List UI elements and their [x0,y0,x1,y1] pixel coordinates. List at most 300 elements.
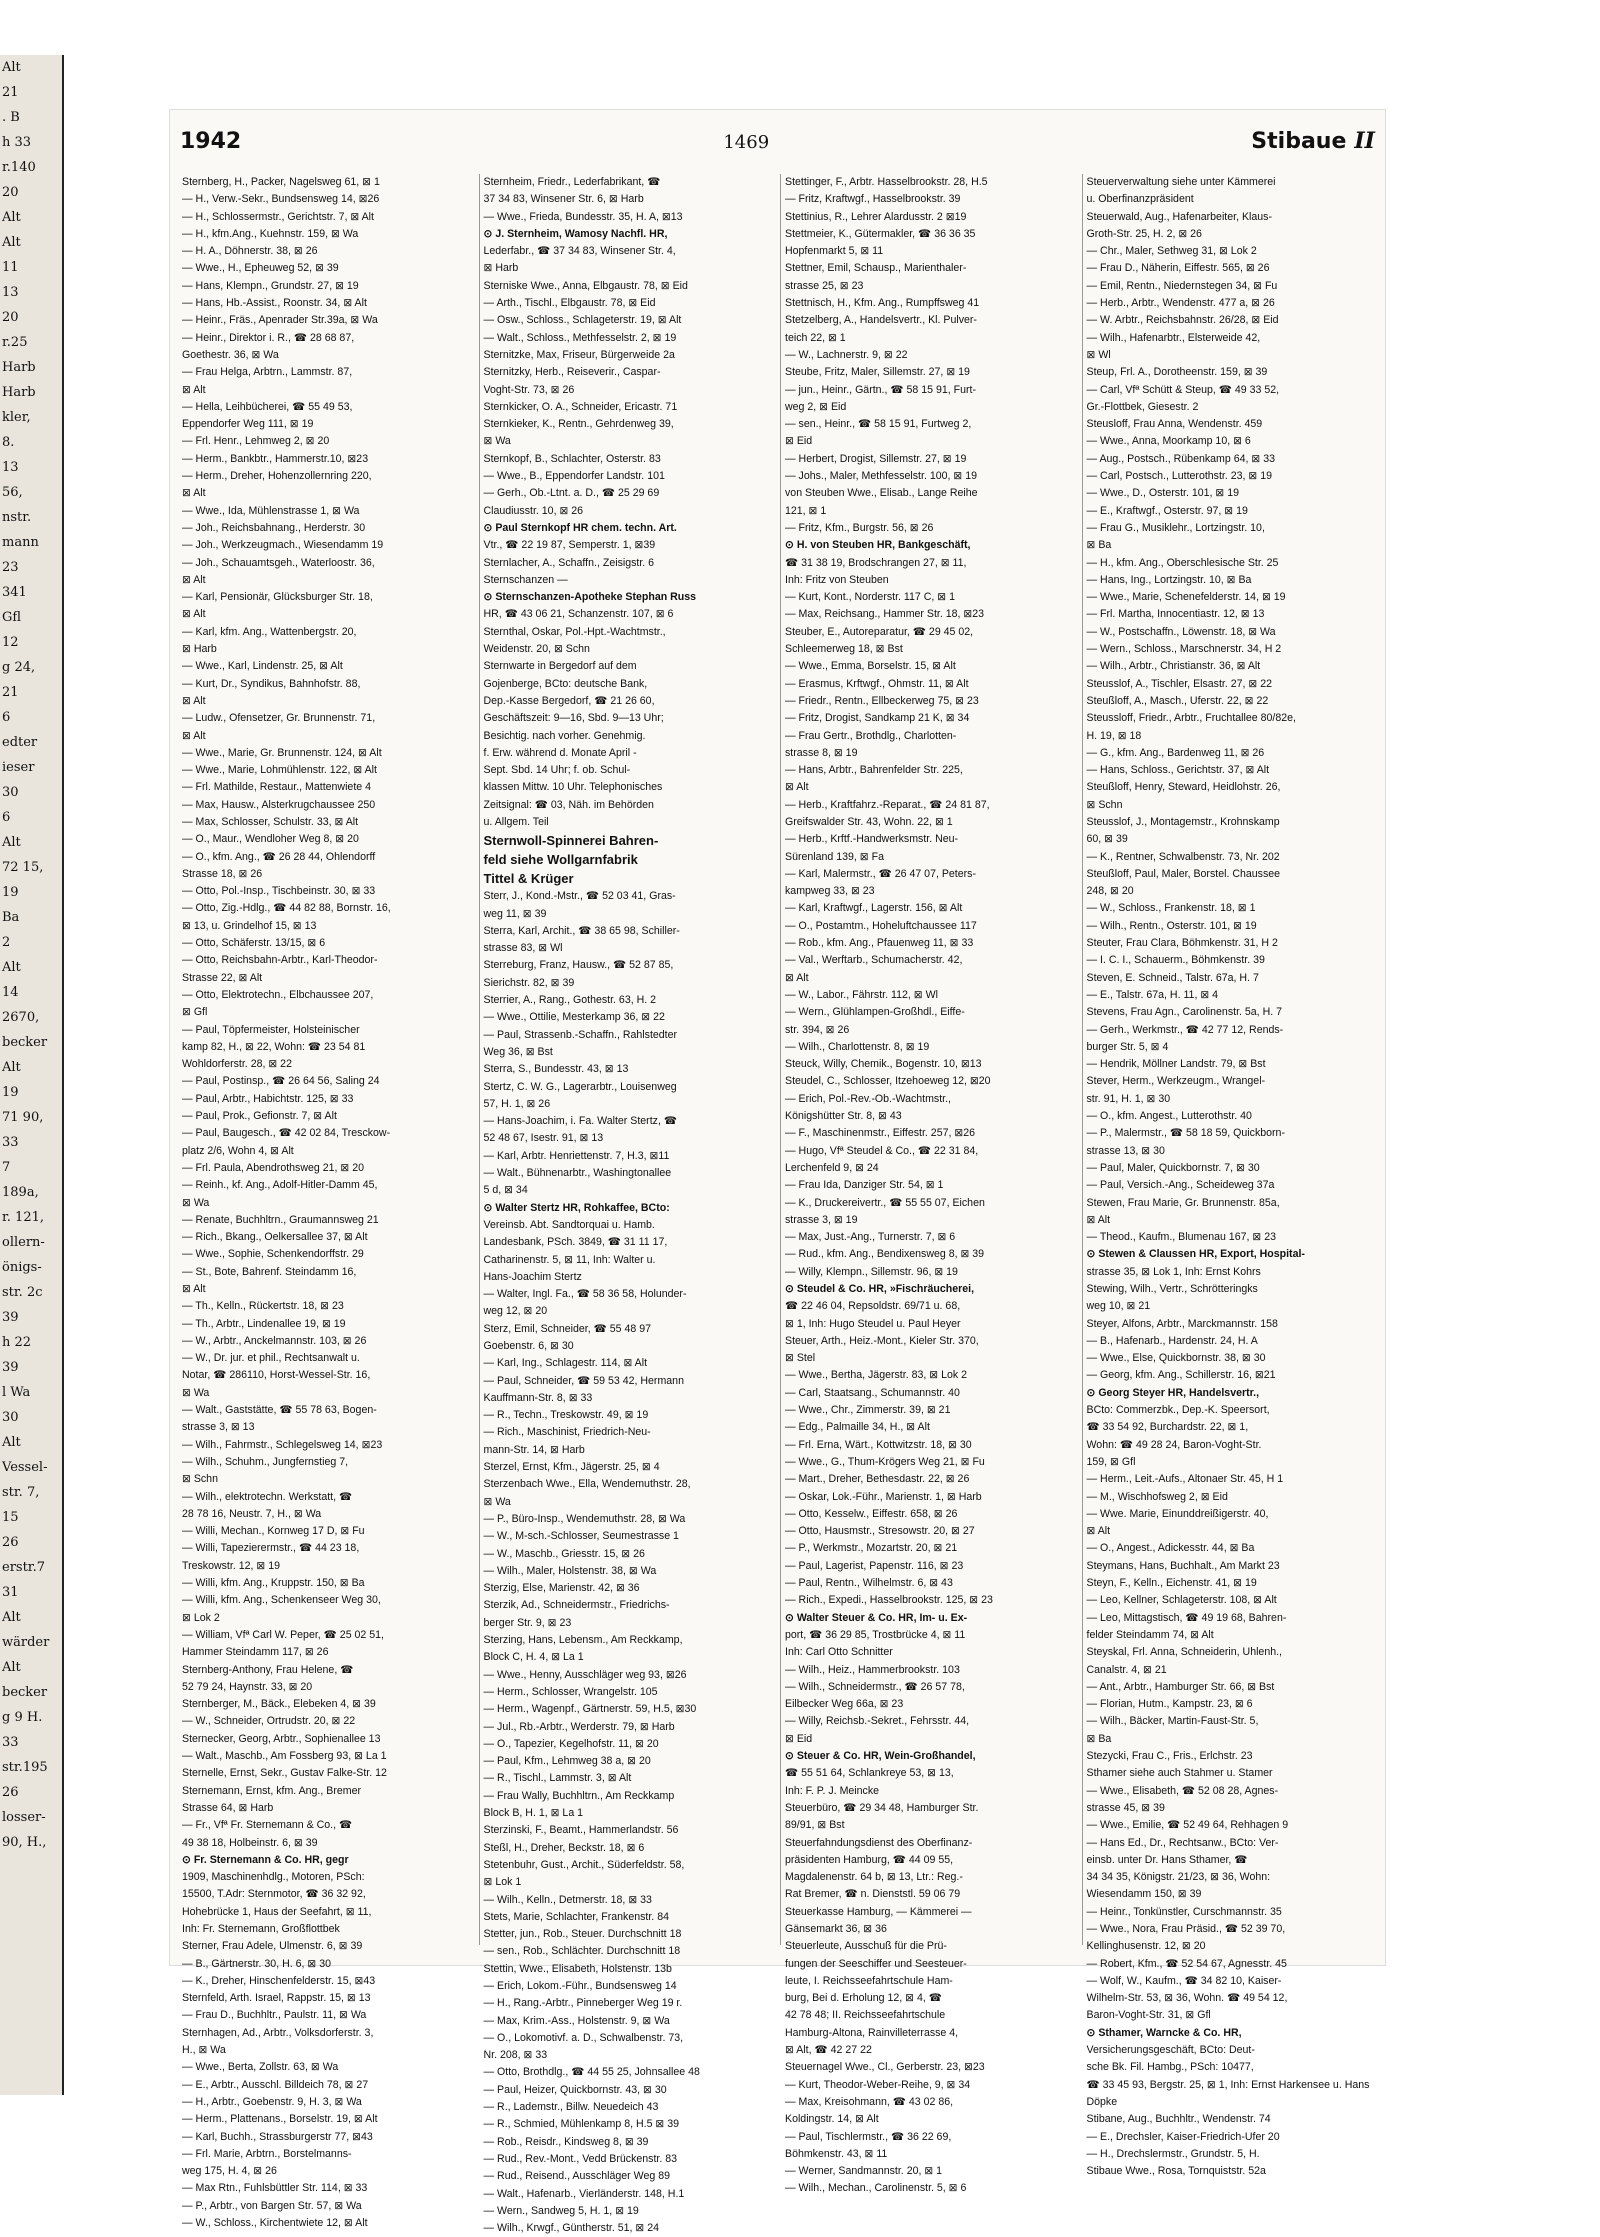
directory-entry: — Max, Schlosser, Schulstr. 33, ⊠ Alt [182,815,359,828]
directory-entry: — Gerh., Ob.-Ltnt. a. D., ☎ 25 29 69 [483,487,660,500]
directory-entry: — Rud., kfm. Ang., Bendixensweg 8, ⊠ 39 [785,1248,985,1261]
previous-page-fragment: 13 [2,460,19,475]
previous-page-edge [0,55,64,2095]
directory-entry: mann-Str. 14, ⊠ Harb [483,1443,585,1456]
directory-entry: Stezycki, Frau C., Fris., Erlchstr. 23 [1086,1750,1253,1763]
directory-entry: — Wilh., Schneidermstr., ☎ 26 57 78, [785,1680,965,1693]
directory-entry: 159, ⊠ Gfl [1086,1455,1136,1468]
previous-page-fragment: Alt [2,835,21,850]
directory-entry: ⊠ Alt [1086,1213,1111,1226]
directory-entry: — Walt., Schloss., Methfesselstr. 2, ⊠ 19 [483,331,677,344]
directory-entry: Steyskal, Frl. Anna, Schneiderin, Uhlenh., [1086,1646,1282,1659]
directory-entry: Stettnisch, H., Kfm. Ang., Rumpffsweg 41 [785,297,980,310]
directory-entry: — Frl. Mathilde, Restaur., Mattenwiete 4 [182,781,371,794]
directory-entry: — Rob., Reisdr., Kindsweg 8, ⊠ 39 [483,2135,649,2148]
previous-page-fragment: 19 [2,885,19,900]
directory-entry: — Wwe., Bertha, Jägerstr. 83, ⊠ Lok 2 [785,1369,967,1382]
directory-entry: — Edg., Palmaille 34, H., ⊠ Alt [785,1421,930,1434]
directory-entry: HR, ☎ 43 06 21, Schanzenstr. 107, ⊠ 6 [483,608,674,621]
directory-entry: — Rud., Rev.-Mont., Vedd Brückenstr. 83 [483,2152,678,2165]
previous-page-fragment: Alt [2,1060,21,1075]
previous-page-fragment: str.195 [2,1760,48,1775]
directory-entry: Stetter, jun., Rob., Steuer. Durchschnitt 18 [483,1928,682,1941]
previous-page-fragment: 21 [2,685,19,700]
directory-entry: Hamburg-Altona, Rainvilleterrasse 4, [785,2026,959,2039]
directory-entry: ⊙ Steudel & Co. HR, »Fischräucherei, [785,1283,975,1295]
directory-entry: — Karl, Buchh., Strassburgerstr 77, ⊠43 [182,2130,373,2143]
directory-entry: — Carl, Postsch., Lutterothstr. 23, ⊠ 19 [1086,470,1273,483]
previous-page-fragment: Harb [2,360,36,375]
directory-entry: — G., kfm. Ang., Bardenweg 11, ⊠ 26 [1086,746,1265,759]
directory-entry: ⊠ Schn [182,1473,218,1486]
directory-entry: — Leo, Mittagstisch, ☎ 49 19 68, Bahren- [1086,1611,1287,1624]
directory-entry: platz 2/6, Wohn 4, ⊠ Alt [182,1144,294,1157]
directory-entry: — Hans, Hb.-Assist., Roonstr. 34, ⊠ Alt [182,297,367,310]
directory-entry: Goethestr. 36, ⊠ Wa [182,348,279,361]
previous-page-fragment: Alt [2,1435,21,1450]
directory-entry: — O., Maur., Wendloher Weg 8, ⊠ 20 [182,833,359,846]
directory-entry: Lerchenfeld 9, ⊠ 24 [785,1161,879,1174]
directory-entry: Sterniske Wwe., Anna, Elbgaustr. 78, ⊠ Eid [483,279,688,292]
directory-entry: Sternhagen, Ad., Arbtr., Volksdorferstr. 3, [182,2026,374,2039]
directory-columns [178,174,1377,2235]
directory-entry: Gänsemarkt 36, ⊠ 36 [785,1922,887,1935]
directory-entry: Sierichstr. 82, ⊠ 39 [483,976,575,989]
directory-entry: weg 175, H. 4, ⊠ 26 [182,2165,277,2178]
directory-entry: — Otto, Hausmstr., Stresowstr. 20, ⊠ 27 [785,1525,975,1538]
directory-entry: weg 2, ⊠ Eid [785,400,847,413]
directory-entry: — O., kfm. Angest., Lutterothstr. 40 [1086,1110,1252,1123]
previous-page-fragment: h 33 [2,135,32,150]
directory-entry: — K., Rentner, Schwalbenstr. 73, Nr. 202 [1086,850,1280,863]
previous-page-fragment: 30 [2,1410,19,1425]
directory-entry: — Paul, Baugesch., ☎ 42 02 84, Tresckow- [182,1127,391,1140]
directory-entry: — Wilh., Bäcker, Martin-Faust-Str. 5, [1086,1715,1259,1728]
previous-page-fragment: losser- [2,1810,46,1825]
directory-entry: Wiesendamm 150, ⊠ 39 [1086,1888,1202,1901]
directory-entry: — O., Postamtm., Hoheluftchaussee 117 [785,919,977,932]
directory-entry: 28 78 16, Neustr. 7, H., ⊠ Wa [182,1507,322,1520]
directory-entry: — Leo, Kellner, Schlageterstr. 108, ⊠ Alt [1086,1594,1277,1607]
directory-entry: — Johs., Maler, Methfesselstr. 100, ⊠ 19 [785,470,977,483]
directory-entry: u. Allgem. Teil [483,815,549,828]
directory-entry: — Kurt, Dr., Syndikus, Bahnhofstr. 88, [182,677,361,690]
previous-page-fragment: Ba [2,910,20,925]
directory-entry: — Wern., Schloss., Marschnerstr. 34, H 2 [1086,643,1282,656]
directory-entry: Wohn: ☎ 49 28 24, Baron-Voght-Str. [1086,1438,1262,1451]
directory-entry: Sterzing, Hans, Lebensm., Am Reckkamp, [483,1634,683,1647]
running-head [1251,128,1375,154]
directory-entry: Eppendorfer Weg 111, ⊠ 19 [182,418,314,431]
directory-entry: — Herb., Krftf.-Handwerksmstr. Neu- [785,833,959,846]
directory-entry: ⊠ Eid [785,1732,813,1745]
previous-page-fragment: 341 [2,585,27,600]
directory-entry: — W., Lachnerstr. 9, ⊠ 22 [785,348,908,361]
directory-entry: — W., Postschaffn., Löwenstr. 18, ⊠ Wa [1086,625,1276,638]
directory-entry: ⊙ Walter Steuer & Co. HR, Im- u. Ex- [785,1611,968,1624]
directory-entry: ⊙ Walter Stertz HR, Rohkaffee, BCto: [483,1201,670,1214]
directory-entry: — Wern., Sandweg 5, H. 1, ⊠ 19 [483,2204,639,2217]
directory-entry: ⊠ Ba [1086,1732,1112,1745]
directory-entry: ⊠ Alt [1086,1525,1111,1538]
directory-entry: Steußloff, A., Masch., Uferstr. 22, ⊠ 22 [1086,694,1269,707]
directory-entry: Stettmeier, K., Gütermakler, ☎ 36 36 35 [785,227,976,240]
previous-page-fragment: erstr.7 [2,1560,45,1575]
directory-entry: — Wwe., Ottilie, Mesterkamp 36, ⊠ 22 [483,1011,665,1024]
previous-page-fragment: 26 [2,1785,19,1800]
directory-entry: strasse 35, ⊠ Lok 1, Inh: Ernst Kohrs [1086,1265,1261,1278]
directory-entry: ⊠ Ba [1086,539,1112,552]
directory-entry: Voght-Str. 73, ⊠ 26 [483,383,575,396]
directory-entry: Canalstr. 4, ⊠ 21 [1086,1663,1167,1676]
previous-page-fragment: 21 [2,85,19,100]
directory-entry: Döpke [1086,2095,1118,2108]
directory-entry: Sternwarte in Bergedorf auf dem [483,660,637,673]
previous-page-fragment: 33 [2,1135,19,1150]
directory-entry: Wilhelm-Str. 53, ⊠ 36, Wohn. ☎ 49 54 12, [1086,1992,1288,2005]
directory-entry: ⊠ Lok 2 [182,1611,220,1624]
directory-entry: Sternkicker, O. A., Schneider, Ericastr. 71 [483,400,678,413]
directory-entry: — Paul, Prok., Gefionstr. 7, ⊠ Alt [182,1110,337,1123]
directory-entry: — Hans-Joachim, i. Fa. Walter Stertz, ☎ [483,1115,678,1128]
directory-entry: — H., Drechslermstr., Grundstr. 5, H. [1086,2147,1260,2160]
directory-entry: ⊙ Georg Steyer HR, Handelsvertr., [1086,1386,1260,1399]
directory-entry: — Paul, Heizer, Quickbornstr. 43, ⊠ 30 [483,2083,667,2096]
directory-entry: — Georg, kfm. Ang., Schillerstr. 16, ⊠21 [1086,1369,1276,1382]
directory-entry: — P., Malermstr., ☎ 58 18 59, Quickborn- [1086,1127,1285,1140]
directory-entry: — Karl, Kraftwgf., Lagerstr. 156, ⊠ Alt [785,902,963,915]
directory-entry: — Paul, Rentn., Wilhelmstr. 6, ⊠ 43 [785,1577,953,1590]
previous-page-fragment: g 24, [2,660,36,675]
directory-entry: — K., Dreher, Hinschenfelderstr. 15, ⊠43 [182,1974,376,1987]
page-number: 1469 [723,132,770,153]
directory-entry: — Frl. Marie, Arbtrn., Borstelmanns- [182,2147,352,2160]
directory-entry: — Otto, Elektrotechn., Elbchaussee 207, [182,988,374,1001]
directory-entry: Stets, Marie, Schlachter, Frankenstr. 84 [483,1910,669,1923]
directory-entry: ⊠ Wa [483,435,511,448]
column-1 [178,174,473,2230]
directory-entry: — Herbert, Drogist, Sillemstr. 27, ⊠ 19 [785,452,967,465]
directory-entry: Eilbecker Weg 66a, ⊠ 23 [785,1698,904,1711]
directory-entry: 60, ⊠ 39 [1086,833,1128,846]
directory-entry: — Paul, Lagerist, Papenstr. 116, ⊠ 23 [785,1559,964,1572]
directory-entry: H. 19, ⊠ 18 [1086,729,1142,742]
directory-entry: weg 12, ⊠ 20 [483,1305,548,1318]
directory-entry: — Herb., Arbtr., Wendenstr. 477 a, ⊠ 26 [1086,297,1275,310]
directory-entry: — Wilh., Krwgf., Güntherstr. 51, ⊠ 24 [483,2222,659,2235]
previous-page-fragment: Alt [2,235,21,250]
directory-entry: Treskowstr. 12, ⊠ 19 [182,1559,280,1572]
directory-entry: Stettner, Emil, Schausp., Marienthaler- [785,262,967,275]
directory-entry: — Max, Kreisohmann, ☎ 43 02 86, [785,2095,954,2108]
directory-entry: — Hella, Leihbücherei, ☎ 55 49 53, [182,400,353,413]
directory-entry: Steube, Fritz, Maler, Sillemstr. 27, ⊠ 19 [785,366,970,379]
directory-entry: Steyn, F., Kelln., Eichenstr. 41, ⊠ 19 [1086,1577,1257,1590]
previous-page-fragment: 33 [2,1735,19,1750]
previous-page-fragment: 11 [2,260,19,275]
directory-entry: Steuerbüro, ☎ 29 34 48, Hamburger Str. [785,1801,979,1814]
directory-entry: — W., Schloss., Frankenstr. 18, ⊠ 1 [1086,902,1256,915]
directory-entry: — Walt., Bühnenarbtr., Washingtonallee [483,1167,672,1180]
directory-entry: — Wwe., G., Thum-Krögers Weg 21, ⊠ Fu [785,1455,985,1468]
directory-entry: Hohebrücke 1, Haus der Seefahrt, ⊠ 11, [182,1905,372,1918]
directory-entry: Stettin, Wwe., Elisabeth, Holstenstr. 13b [483,1962,672,1975]
directory-entry: ⊙ J. Sternheim, Wamosy Nachfl. HR, [483,227,668,240]
directory-entry: ⊠ Alt [182,729,206,742]
directory-entry: Rat Bremer, ☎ n. Dienststl. 59 06 79 [785,1888,961,1901]
directory-entry: — R., Techn., Treskowstr. 49, ⊠ 19 [483,1409,649,1422]
directory-entry: — Friedr., Rentn., Ellbeckerweg 75, ⊠ 23 [785,694,979,707]
previous-page-fragment: 71 90, [2,1110,44,1125]
directory-entry: — Herm., Schlosser, Wrangelstr. 105 [483,1685,658,1698]
directory-entry: — Jul., Rb.-Arbtr., Werderstr. 79, ⊠ Harb [483,1720,675,1733]
page-year: 1942 [180,129,242,154]
previous-page-fragment: wärder [2,1635,50,1650]
directory-entry: — Wilh., Heiz., Hammerbrookstr. 103 [785,1663,960,1676]
directory-entry: — Wilh., Fahrmstr., Schlegelsweg 14, ⊠23 [182,1438,383,1451]
directory-entry: — Hendrik, Möllner Landstr. 79, ⊠ Bst [1086,1058,1266,1071]
directory-entry: Sternheim, Friedr., Lederfabrikant, ☎ [483,176,661,188]
directory-entry: — Renate, Buchhltrn., Graumannsweg 21 [182,1213,379,1226]
directory-entry: — Fritz, Drogist, Sandkamp 21 K, ⊠ 34 [785,712,970,725]
directory-entry: Steuerfahndungsdienst des Oberfinanz- [785,1836,973,1849]
directory-entry: Sternberg-Anthony, Frau Helene, ☎ [182,1663,354,1676]
directory-entry: Steuerkasse Hamburg, — Kämmerei — [785,1905,972,1918]
previous-page-fragment: 90, H., [2,1835,47,1850]
previous-page-fragment: Harb [2,385,36,400]
directory-entry: — P., Arbtr., von Bargen Str. 57, ⊠ Wa [182,2199,362,2212]
directory-entry: Sterzenbach Wwe., Ella, Wendemuthstr. 28, [483,1478,691,1491]
directory-entry: Sternelle, Ernst, Sekr., Gustav Falke-Str. 12 [182,1767,387,1780]
directory-entry: Hans-Joachim Stertz [483,1270,582,1283]
directory-entry: Sternwoll-Spinnerei Bahren- [483,833,659,849]
previous-page-fragment: r.140 [2,160,36,175]
directory-entry: — Karl, Ing., Schlagestr. 114, ⊠ Alt [483,1357,648,1370]
directory-entry: Geschäftszeit: 9—16, Sbd. 9—13 Uhr; [483,712,664,725]
directory-entry: Steymans, Hans, Buchhalt., Am Markt 23 [1086,1559,1280,1572]
directory-entry: Steußloff, Henry, Steward, Heidlohstr. 26, [1086,781,1281,794]
directory-entry: Stibane, Aug., Buchhltr., Wendenstr. 74 [1086,2113,1271,2126]
directory-entry: Sternitzky, Herb., Reiseverir., Caspar- [483,366,661,379]
previous-page-fragment: 6 [2,810,11,825]
directory-entry: — Paul, Kfm., Lehmweg 38 a, ⊠ 20 [483,1755,651,1768]
directory-entry: Lederfabr., ☎ 37 34 83, Winsener Str. 4, [483,245,676,258]
directory-entry: — Wwe., H., Epheuweg 52, ⊠ 39 [182,262,339,275]
directory-page [170,110,1385,2235]
directory-entry: — Karl, Malermstr., ☎ 26 47 07, Peters- [785,867,976,880]
directory-entry: — Val., Werftarb., Schumacherstr. 42, [785,954,963,967]
directory-entry: Tittel & Krüger [483,871,574,887]
directory-entry: — E., Talstr. 67a, H. 11, ⊠ 4 [1086,988,1219,1001]
directory-entry: ⊠ Lok 1 [483,1876,522,1889]
directory-entry: — Wilh., Mechan., Carolinenstr. 5, ⊠ 6 [785,2182,967,2195]
directory-entry: Groth-Str. 25, H. 2, ⊠ 26 [1086,227,1202,240]
directory-entry: ☎ 33 45 93, Bergstr. 25, ⊠ 1, Inh: Ernst Harkensee u. Hans [1086,2078,1370,2091]
previous-page-fragment: mann [2,535,39,550]
directory-entry: Steussloff, Friedr., Arbtr., Fruchtallee 80/82e, [1086,712,1296,725]
directory-entry: ⊠ Alt, ☎ 42 27 22 [785,2044,872,2057]
directory-entry: — Wolf, W., Kaufm., ☎ 34 82 10, Kaiser- [1086,1974,1282,1987]
directory-entry: — Paul, Schneider, ☎ 59 53 42, Hermann [483,1374,684,1387]
directory-entry: Sterra, Karl, Archit., ☎ 38 65 98, Schiller- [483,924,680,937]
directory-entry: — jun., Heinr., Gärtn., ☎ 58 15 91, Furt- [785,383,977,396]
previous-page-fragment: nstr. [2,510,32,525]
directory-entry: Inh: Fritz von Steuben [785,573,889,586]
directory-entry: Sternecker, Georg, Arbtr., Sophienallee 13 [182,1732,381,1745]
directory-entry: — Paul, Versich.-Ang., Scheideweg 37a [1086,1179,1275,1192]
previous-page-fragment: str. 7, [2,1485,40,1500]
directory-entry: Sternfeld, Arth. Israel, Rappstr. 15, ⊠ 13 [182,1992,371,2005]
directory-entry: Kauffmann-Str. 8, ⊠ 33 [483,1391,593,1404]
directory-entry: — I. C. I., Schauerm., Böhmkenstr. 39 [1086,954,1265,967]
directory-entry: — Wwe., Karl, Lindenstr. 25, ⊠ Alt [182,660,343,673]
directory-entry: — Rich., Bkang., Oelkersallee 37, ⊠ Alt [182,1231,368,1244]
directory-entry: 248, ⊠ 20 [1086,885,1134,898]
directory-entry: — Frau D., Näherin, Eiffestr. 565, ⊠ 26 [1086,262,1270,275]
directory-entry: — Herm., Bankbtr., Hammerstr.10, ⊠23 [182,452,369,465]
previous-page-fragment: Vessel- [2,1460,48,1475]
directory-entry: ☎ 31 38 19, Brodschrangen 27, ⊠ 11, [785,556,967,569]
previous-page-fragment: 189a, [2,1185,39,1200]
directory-entry: — Otto, Reichsbahn-Arbtr., Karl-Theodor- [182,954,378,967]
directory-entry: ⊠ Alt [182,608,206,621]
directory-entry: — W., Arbtr., Anckelmannstr. 103, ⊠ 26 [182,1334,367,1347]
directory-entry: — Otto, Zig.-Hdlg., ☎ 44 82 88, Bornstr. 16, [182,902,391,915]
directory-entry: Nr. 208, ⊠ 33 [483,2049,548,2062]
directory-entry: — Otto, Kesselw., Eiffestr. 658, ⊠ 26 [785,1507,958,1520]
directory-entry: — Wwe., Emma, Borselstr. 15, ⊠ Alt [785,660,956,673]
directory-entry: burg, Bei d. Erholung 12, ⊠ 4, ☎ [785,1992,942,2005]
directory-entry: — O., kfm. Ang., ☎ 26 28 44, Ohlendorff [182,850,376,863]
column-4 [1082,174,1378,2178]
previous-page-fragment: ieser [2,760,35,775]
directory-entry: Sternschanzen — [483,573,568,586]
directory-entry: Steuernagel Wwe., Cl., Gerberstr. 23, ⊠23 [785,2061,985,2074]
directory-entry: — Wilh., Arbtr., Christianstr. 36, ⊠ Alt [1086,660,1261,673]
directory-entry: — W., Labor., Fährstr. 112, ⊠ Wl [785,988,938,1001]
directory-entry: Block B, H. 1, ⊠ La 1 [483,1807,584,1820]
directory-entry: — Walt., Hafenarb., Vierländerstr. 148, H.1 [483,2187,685,2200]
directory-entry: — Kurt, Kont., Norderstr. 117 C, ⊠ 1 [785,591,956,604]
directory-entry: ⊠ Stel [785,1352,816,1365]
previous-page-fragment: önigs- [2,1260,42,1275]
directory-entry: — Wwe., Anna, Moorkamp 10, ⊠ 6 [1086,435,1251,448]
directory-entry: ⊠ Alt [182,694,206,707]
directory-entry: Königshütter Str. 8, ⊠ 43 [785,1110,902,1123]
directory-entry: — Max, Hausw., Alsterkrugchaussee 250 [182,798,376,811]
directory-entry: 42 78 48; II. Reichsseefahrtschule [785,2009,946,2022]
previous-page-fragment: becker [2,1035,48,1050]
directory-entry: — Frl. Paula, Abendrothsweg 21, ⊠ 20 [182,1161,365,1174]
directory-entry: Sternberger, M., Bäck., Elebeken 4, ⊠ 39 [182,1698,376,1711]
directory-entry: ⊠ 13, u. Grindelhof 15, ⊠ 13 [182,919,317,932]
directory-entry: ⊠ Alt [182,383,206,396]
directory-entry: strasse 3, ⊠ 19 [785,1213,858,1226]
previous-page-fragment: l Wa [2,1385,31,1400]
directory-entry: — Frau D., Buchhltr., Paulstr. 11, ⊠ Wa [182,2009,367,2022]
directory-entry: — Erich, Pol.-Rev.-Ob.-Wachtmstr., [785,1092,951,1105]
previous-page-fragment: 72 15, [2,860,44,875]
directory-entry: — W., Schneider, Ortrudstr. 20, ⊠ 22 [182,1715,356,1728]
directory-entry: — Wwe., Chr., Zimmerstr. 39, ⊠ 21 [785,1404,951,1417]
directory-entry: Stetzelberg, A., Handelsvertr., Kl. Pulver- [785,314,977,327]
directory-entry: kamp 82, H., ⊠ 22, Wohn: ☎ 23 54 81 [182,1040,366,1053]
directory-entry: — Th., Arbtr., Lindenallee 19, ⊠ 19 [182,1317,346,1330]
directory-entry: — O., Lokomotivf. a. D., Schwalbenstr. 73, [483,2031,684,2044]
directory-entry: Zeitsignal: ☎ 03, Näh. im Behörden [483,798,654,811]
directory-entry: Block C, H. 4, ⊠ La 1 [483,1651,584,1664]
previous-page-fragment: 8. [2,435,15,450]
previous-page-fragment: g 9 H. [2,1710,43,1725]
directory-entry: 15500, T.Adr: Sternmotor, ☎ 36 32 92, [182,1888,366,1901]
directory-entry: Versicherungsgeschäft, BCto: Deut- [1086,2044,1255,2057]
directory-entry: — Wwe., Marie, Lohmühlenstr. 122, ⊠ Alt [182,764,377,777]
directory-entry: Vtr., ☎ 22 19 87, Semperstr. 1, ⊠39 [483,539,656,552]
directory-entry: — Wilh., Hafenarbtr., Elsterweide 42, [1086,331,1261,344]
previous-page-fragment: 6 [2,710,11,725]
directory-entry: Sternkieker, K., Rentn., Gehrdenweg 39, [483,418,674,431]
directory-entry: — Erich, Lokom.-Führ., Bundsensweg 14 [483,1979,677,1992]
directory-entry: — Fr., Vfª Fr. Sternemann & Co., ☎ [182,1819,353,1832]
directory-entry: ⊠ Gfl [182,1006,208,1019]
directory-entry: — Chr., Maler, Sethweg 31, ⊠ Lok 2 [1086,245,1257,258]
directory-entry: — Otto, Schäferstr. 13/15, ⊠ 6 [182,937,326,950]
directory-entry: Sterrier, A., Rang., Gothestr. 63, H. 2 [483,994,657,1007]
directory-entry: einsb. unter Dr. Hans Sthamer, ☎ [1086,1853,1248,1866]
directory-entry: 89/91, ⊠ Bst [785,1819,845,1832]
directory-entry: ⊙ Sternschanzen-Apotheke Stephan Russ [483,591,697,604]
directory-entry: Steuerleute, Ausschuß für die Prü- [785,1940,947,1953]
directory-entry: — H., kfm.Ang., Kuehnstr. 159, ⊠ Wa [182,227,359,240]
directory-entry: — E., Kraftwgf., Osterstr. 97, ⊠ 19 [1086,504,1248,517]
directory-entry: — B., Gärtnerstr. 30, H. 6, ⊠ 30 [182,1957,332,1970]
directory-entry: — Aug., Postsch., Rübenkamp 64, ⊠ 33 [1086,452,1275,465]
directory-entry: ⊠ Alt [182,487,206,500]
directory-entry: Steuerverwaltung siehe unter Kämmerei [1086,176,1276,188]
directory-entry: Stewing, Wilh., Vertr., Schrötteringks [1086,1283,1258,1295]
directory-entry: Stibaue Wwe., Rosa, Tornquiststr. 52a [1086,2165,1266,2178]
directory-entry: Strasse 22, ⊠ Alt [182,971,263,984]
directory-entry: Goebenstr. 6, ⊠ 30 [483,1340,574,1352]
previous-page-fragment: 7 [2,1160,11,1175]
directory-entry: — Paul, Arbtr., Habichtstr. 125, ⊠ 33 [182,1092,354,1105]
directory-entry: — Joh., Reichsbahnang., Herderstr. 30 [182,521,366,534]
directory-entry: — Paul, Postinsp., ☎ 26 64 56, Saling 24 [182,1075,380,1088]
directory-entry: weg 11, ⊠ 39 [483,907,547,920]
directory-entry: — H., Verw.-Sekr., Bundsensweg 14, ⊠26 [182,193,380,206]
directory-entry: Steusloff, Frau Anna, Wendenstr. 459 [1086,418,1263,431]
directory-entry: ☎ 22 46 04, Repsoldstr. 69/71 u. 68, [785,1300,961,1313]
directory-entry: — Hans Ed., Dr., Rechtsanw., BCto: Ver- [1086,1836,1279,1849]
directory-entry: ⊙ Steuer & Co. HR, Wein-Großhandel, [785,1750,976,1763]
directory-entry: berger Str. 9, ⊠ 23 [483,1616,572,1629]
directory-entry: Magdalenenstr. 64 b, ⊠ 13, Ltr.: Reg.- [785,1871,963,1884]
directory-entry: Wohldorferstr. 28, ⊠ 22 [182,1058,292,1071]
directory-entry: — Heinr., Fräs., Apenrader Str.39a, ⊠ Wa [182,314,378,327]
directory-entry: Notar, ☎ 286110, Horst-Wessel-Str. 16, [182,1369,371,1382]
directory-entry: — Herm., Wagenpf., Gärtnerstr. 59, H.5, ⊠30 [483,1703,697,1716]
previous-page-fragment: 2 [2,935,11,950]
directory-entry: Sternthal, Oskar, Pol.-Hpt.-Wachtmstr., [483,625,666,638]
directory-entry: — R., Lademstr., Billw. Neuedeich 43 [483,2101,659,2114]
directory-entry: — Frau Wally, Buchhltrn., Am Reckkamp [483,1789,675,1802]
directory-entry: — H., Rang.-Arbtr., Pinneberger Weg 19 r. [483,1997,683,2010]
directory-entry: Inh: F. P. J. Meincke [785,1784,880,1797]
directory-entry: 49 38 18, Holbeinstr. 6, ⊠ 39 [182,1836,318,1849]
directory-entry: Steußloff, Paul, Maler, Borstel. Chaussee [1086,867,1281,880]
directory-entry: Baron-Voght-Str. 31, ⊠ Gfl [1086,2009,1211,2022]
directory-entry: — Max, Reichsang., Hammer Str. 18, ⊠23 [785,608,985,621]
